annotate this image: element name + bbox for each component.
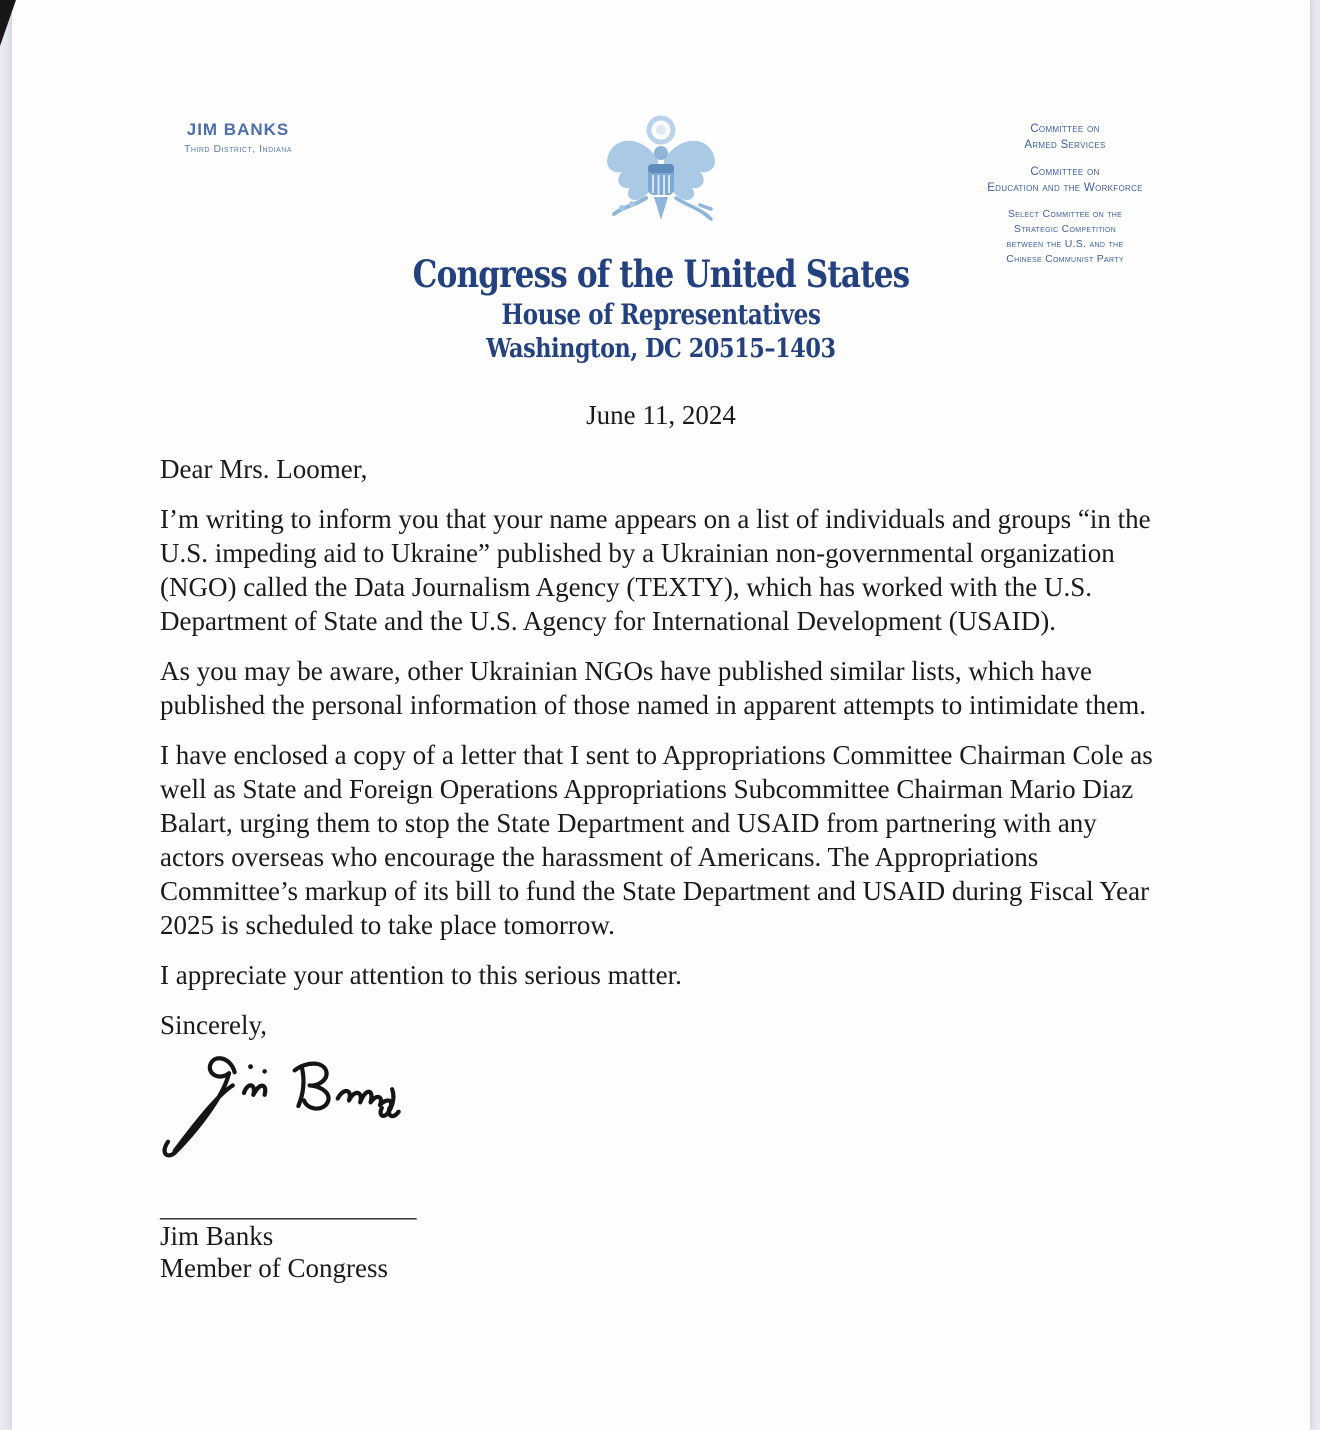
paragraph-2: As you may be aware, other Ukrainian NGOs have published similar lists, which have published the personal information of those named in apparent attempts to intimidate them. [160, 656, 1147, 720]
chamber-name: House of Representatives [501, 298, 821, 331]
letter-page [12, 0, 1310, 1430]
paragraph-4: I appreciate your attention to this serious matter. [160, 960, 682, 990]
signature-rule: ___________________ [160, 1192, 417, 1222]
paragraph-3: I have enclosed a copy of a letter that I sent to Appropriations Committee Chairman Cole as well as State and Foreign Operations Appropriations Subcommittee Chairman Mario Diaz Balart, urging them to stop the State Department and USAID from partnering with any actors overseas who encourage the harassment of Americans. The Appropriations Committee’s markup of its bill to fund the State Department and USAID during Fiscal Year 2025 is scheduled to take place tomorrow. [160, 740, 1153, 940]
committee-line: Select Committee on the [1007, 208, 1123, 220]
congressional-seal-icon [598, 110, 724, 246]
signer-title: Member of Congress [160, 1253, 388, 1283]
letter-body [160, 398, 1162, 1284]
committee-education-workforce [915, 164, 1215, 196]
valediction: Sincerely, [160, 1010, 267, 1040]
org-name: Congress of the United States [412, 252, 910, 296]
address-line: Washington, DC 20515–1403 [486, 334, 836, 364]
committee-line: Strategic Competition [1013, 223, 1117, 235]
signature-block [160, 1194, 1162, 1284]
committee-line: Armed Services [1024, 139, 1106, 151]
salutation: Dear Mrs. Loomer, [160, 454, 368, 484]
committee-line: Committee on [1030, 166, 1100, 178]
committee-line: Education and the Workforce [987, 182, 1143, 194]
member-district: Third District, Indiana [184, 143, 292, 155]
letterhead-org-block [12, 252, 1310, 364]
paragraph-1: I’m writing to inform you that your name appears on a list of individuals and groups “in the U.S. impeding aid to Ukraine” published by a Ukrainian non-governmental organization (NGO) called the Data Journalism Agency (TEXTY), which has worked with the U.S. Department of State and the U.S. Agency for International Development (USAID). [160, 504, 1151, 636]
committee-line: Chinese Communist Party [1006, 253, 1124, 265]
committee-armed-services [915, 121, 1215, 153]
signer-name: Jim Banks [160, 1221, 274, 1251]
member-name: JIM BANKS [186, 120, 290, 139]
committee-line: Committee on [1030, 123, 1100, 135]
handwritten-signature [154, 1046, 1162, 1168]
member-block [138, 120, 338, 155]
letter-date: June 11, 2024 [586, 400, 736, 430]
committee-line: between the U.S. and the [1006, 238, 1124, 250]
